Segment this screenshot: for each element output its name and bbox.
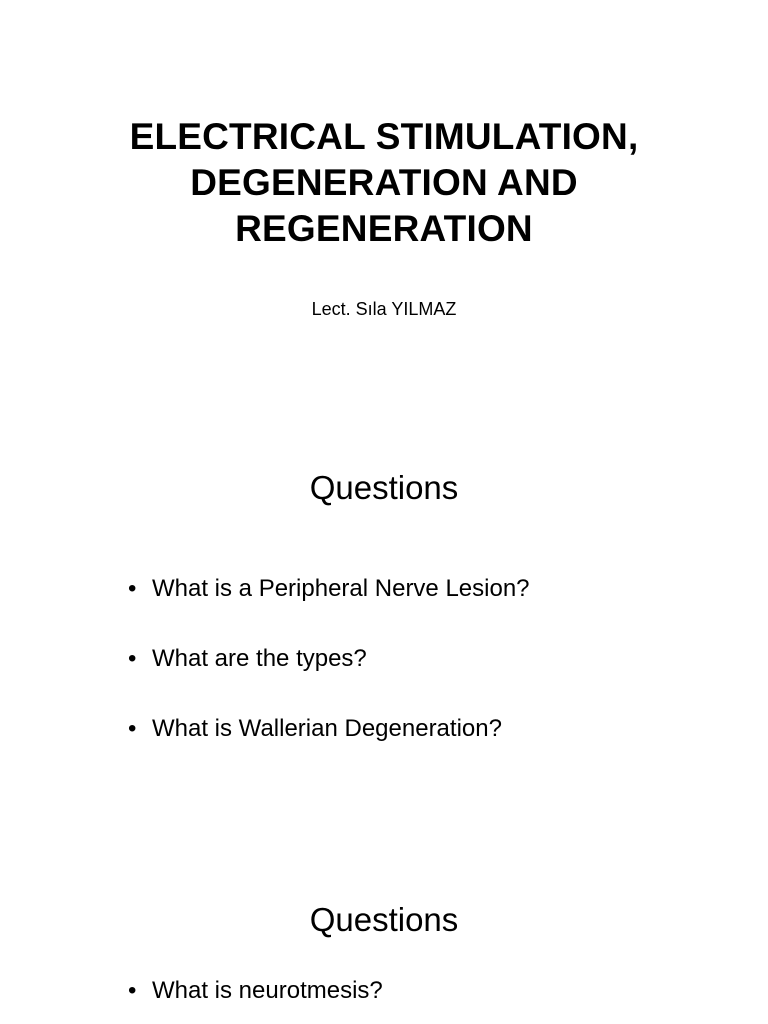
- bullet-icon: •: [128, 715, 137, 742]
- bullet-item: [128, 645, 530, 715]
- title-line: ELECTRICAL STIMULATION,: [129, 116, 639, 157]
- bullet-icon: •: [128, 645, 137, 672]
- title-line: DEGENERATION AND: [190, 162, 578, 203]
- bullet-text: What is neurotmesis?: [152, 977, 383, 1004]
- slide-title: [0, 0, 768, 432]
- slide-heading: Questions: [309, 901, 459, 938]
- bullet-icon: •: [128, 977, 137, 1004]
- slide-questions-2: [0, 864, 768, 1024]
- bullet-item: [128, 575, 530, 645]
- bullet-icon: •: [128, 575, 137, 602]
- title-line: REGENERATION: [235, 208, 533, 249]
- bullet-list: [128, 977, 383, 1024]
- slide-heading: Questions: [309, 469, 459, 506]
- slide-questions-1: [0, 432, 768, 864]
- bullet-text: What is a Peripheral Nerve Lesion?: [152, 575, 530, 602]
- presentation-title: [0, 114, 768, 252]
- bullet-text: What is Wallerian Degeneration?: [152, 715, 502, 742]
- author-name: Lect. Sıla YILMAZ: [311, 299, 457, 319]
- bullet-text: What are the types?: [152, 645, 367, 672]
- bullet-list: [128, 575, 530, 785]
- bullet-item: [128, 715, 530, 785]
- bullet-item: [128, 977, 383, 1024]
